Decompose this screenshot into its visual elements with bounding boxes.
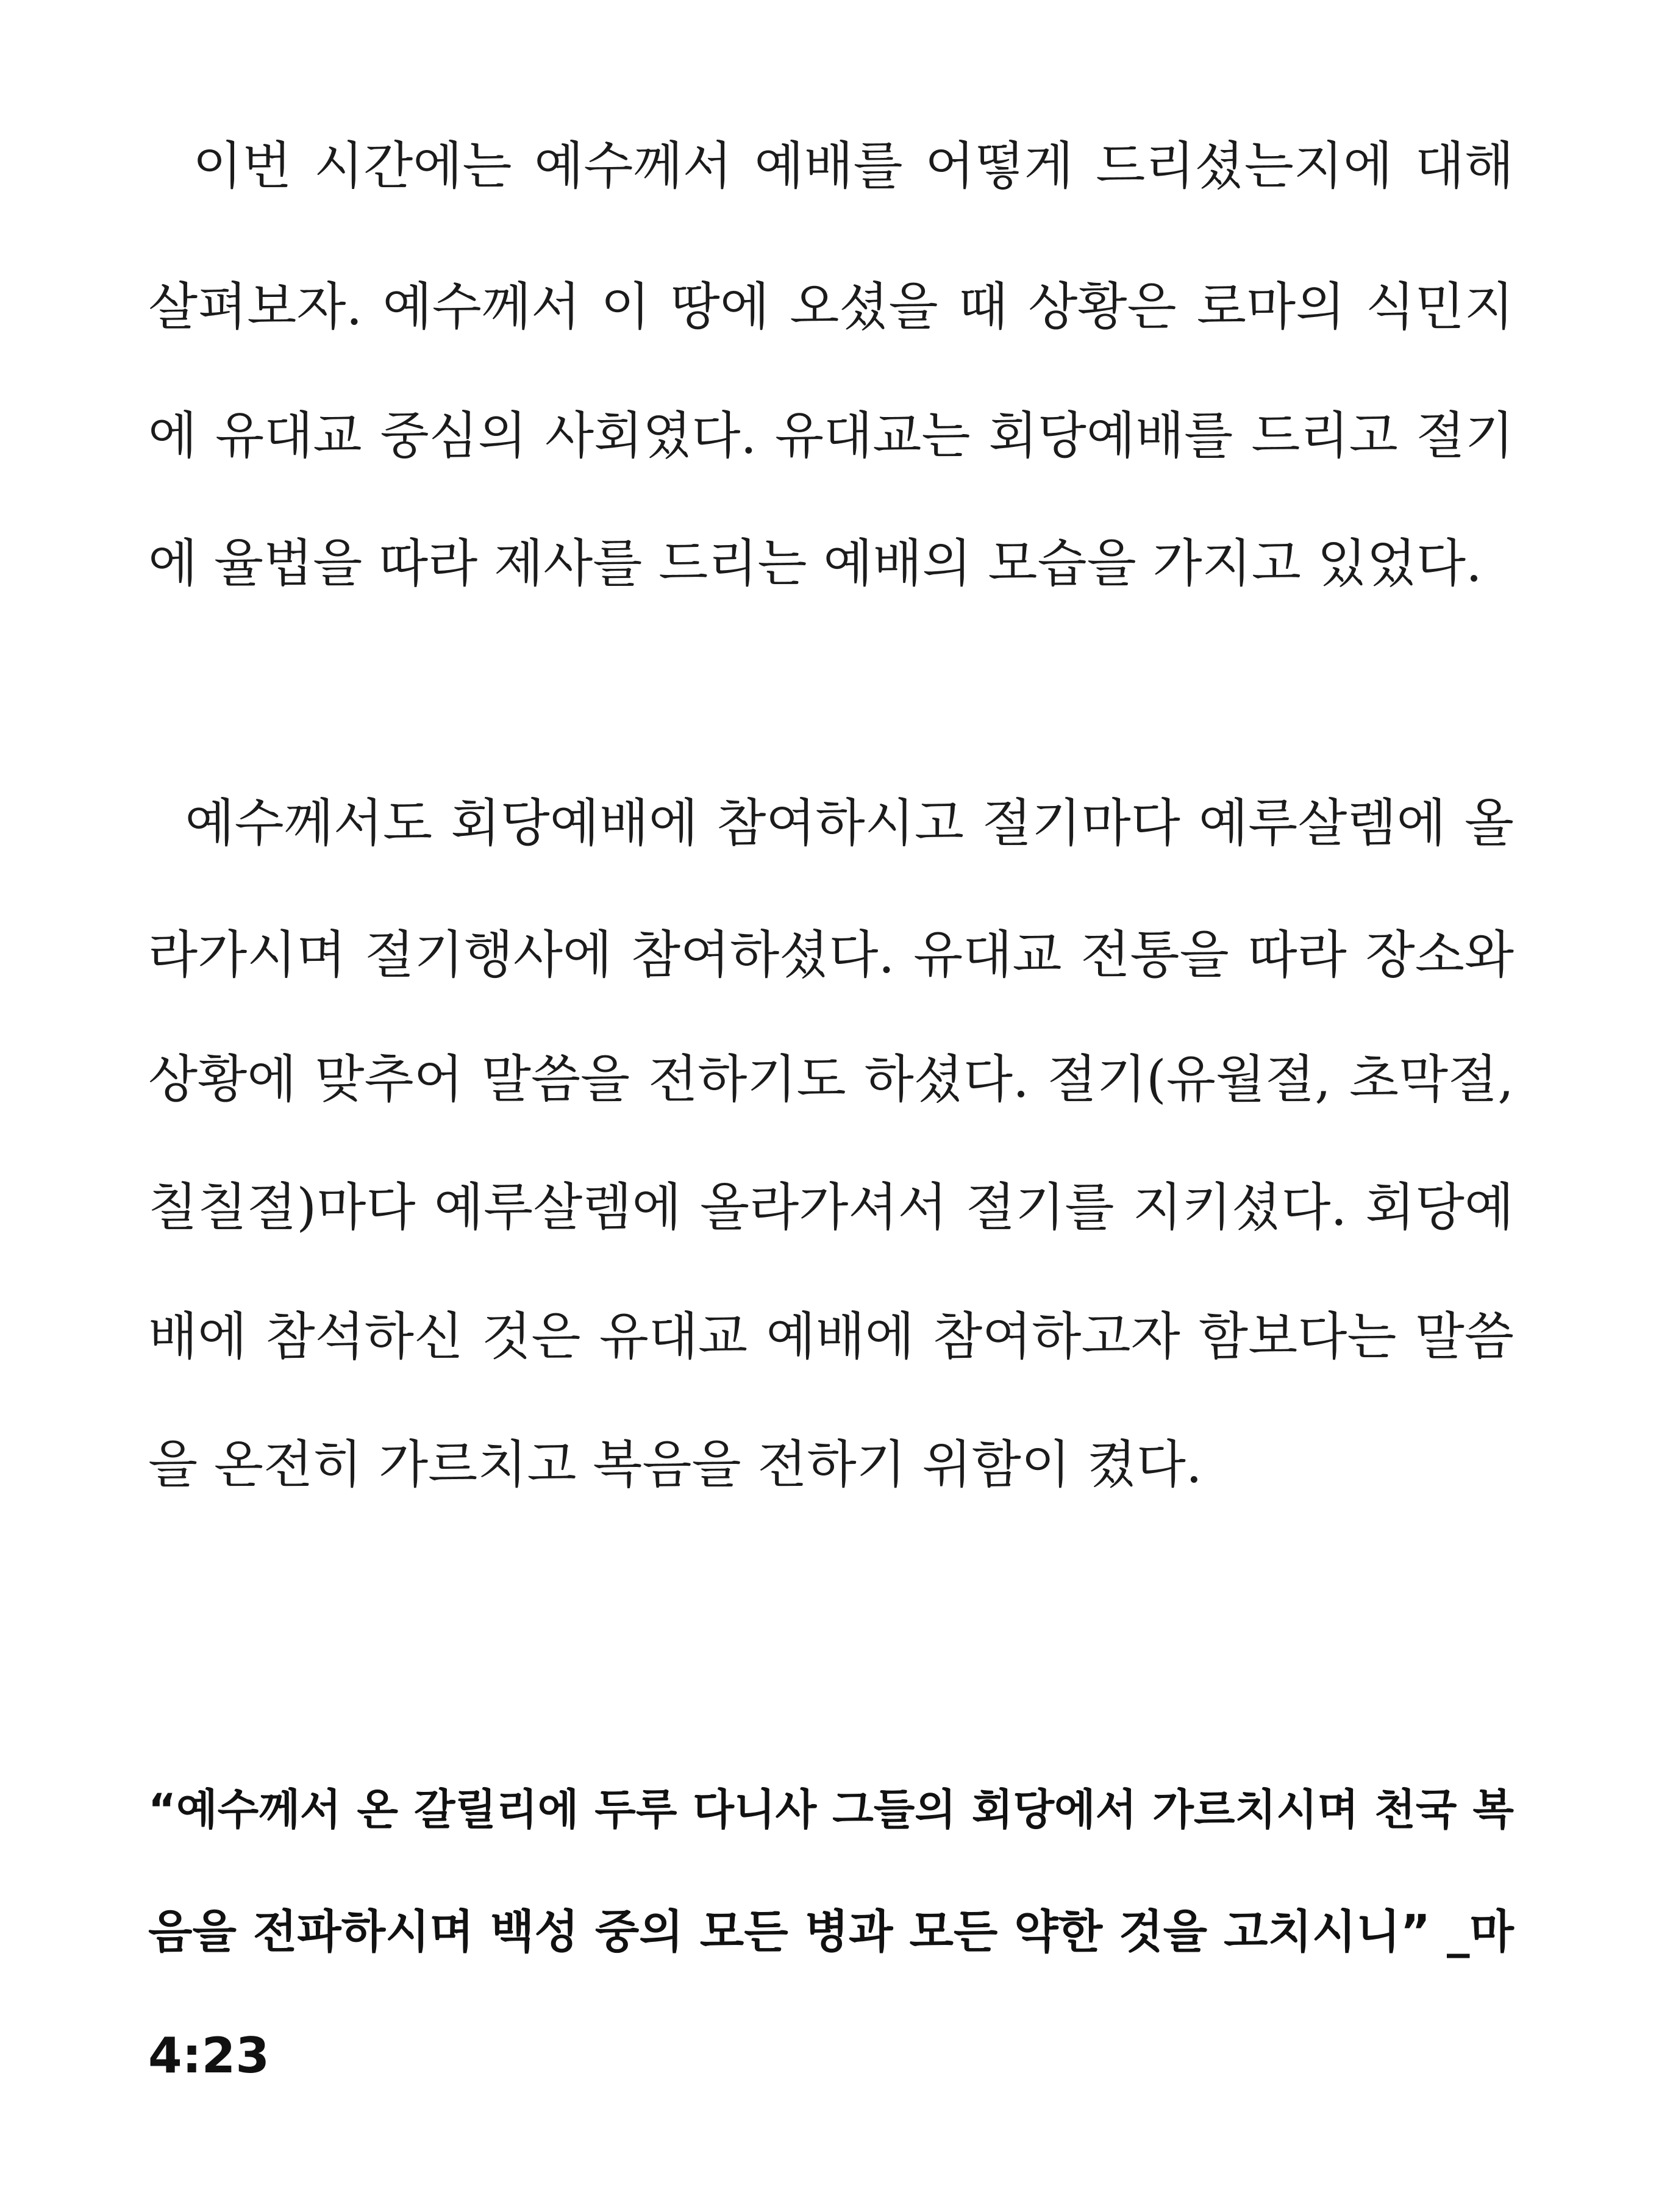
paragraph-1-line-3: 에 유대교 중심의 사회였다. 유대교는 회당예배를 드리고 절기 [148,406,1514,465]
quote-line-2: 음을 전파하시며 백성 중의 모든 병과 모든 약한 것을 고치시니” _마 [148,1905,1514,1958]
paragraph-2-line-2: 라가시며 절기행사에 참여하셨다. 유대교 전통을 따라 장소와 [148,925,1514,985]
paragraph-2-line-4: 칠칠절)마다 예루살렘에 올라가셔서 절기를 지키셨다. 회당예 [148,1177,1514,1237]
paragraph-2-line-3: 상황에 맞추어 말씀을 전하기도 하셨다. 절기(유월절, 초막절, [148,1049,1514,1109]
paragraph-1-line-1: 이번 시간에는 예수께서 예배를 어떻게 드리셨는지에 대해 [148,136,1514,196]
paragraph-2-line-1: 예수께서도 회당예배에 참여하시고 절기마다 예루살렘에 올 [148,793,1514,853]
quote-line-3: 4:23 [148,2027,269,2084]
paragraph-2-line-5: 배에 참석하신 것은 유대교 예배에 참여하고자 함보다는 말씀 [148,1307,1514,1366]
paragraph-2-line-6: 을 온전히 가르치고 복음을 전하기 위함이 켰다. [148,1435,1202,1494]
paragraph-1-line-2: 살펴보자. 예수께서 이 땅에 오셨을 때 상황은 로마의 식민지 [148,277,1514,337]
quote-line-1: “예수께서 온 갈릴리에 두루 다니사 그들의 회당에서 가르치시며 천국 복 [148,1785,1514,1835]
paragraph-1-line-4: 에 율법을 따라 제사를 드리는 예배의 모습을 가지고 있었다. [148,533,1482,593]
